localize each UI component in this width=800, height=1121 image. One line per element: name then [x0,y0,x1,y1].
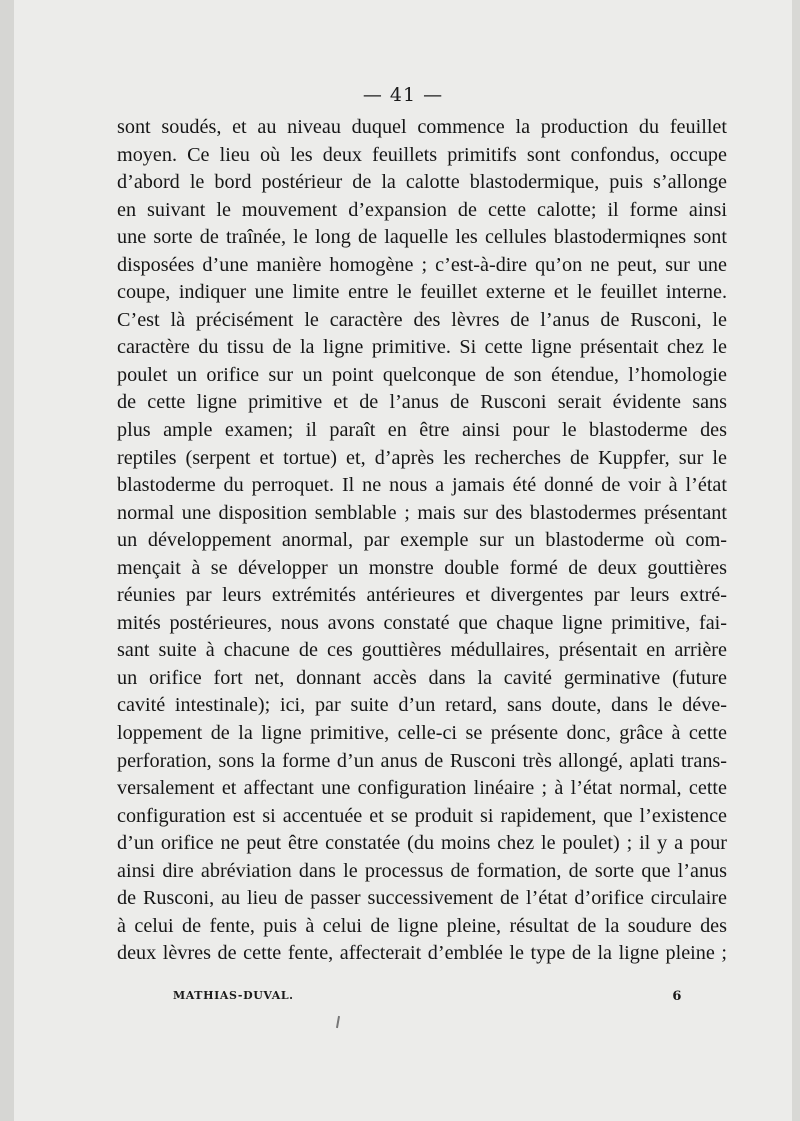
text-line: cavité intestinale); ici, par suite d’un retard, sans doute, dans le déve- [117,694,727,717]
text-line: plus ample examen; il paraît en être ainsi pour le blastoderme des [117,419,727,442]
text-line: C’est là précisément le caractère des lèvres de l’anus de Rusconi, le [117,308,727,331]
scan-border-right [792,0,800,1121]
signature-mark: 6 [672,989,682,1004]
text-line: à celui de fente, puis à celui de ligne pleine, résultat de la soudure des [117,914,727,937]
text-line: perforation, sons la forme d’un anus de Rusconi très allongé, aplati trans- [117,749,727,772]
text-line: d’abord le bord postérieur de la calotte blastodermique, puis s’allonge [117,171,727,194]
text-line: loppement de la ligne primitive, celle-ci se présente donc, grâce à cette [117,722,727,745]
text-line: mités postérieures, nous avons constaté que chaque ligne primitive, fai- [117,611,727,634]
text-line: réunies par leurs extrémités antérieures et divergentes par leurs extré- [117,584,727,607]
text-line: moyen. Ce lieu où les deux feuillets primitifs sont confondus, occupe [117,143,727,166]
footer-author: MATHIAS-DUVAL. [173,989,294,1002]
text-line: disposées d’une manière homogène ; c’est-à-dire qu’on ne peut, sur une [117,253,727,276]
text-line: de cette ligne primitive et de l’anus de Rusconi serait évidente sans [117,391,727,414]
text-line: blastoderme du perroquet. Il ne nous a jamais été donné de voir à l’état [117,474,727,497]
text-line: caractère du tissu de la ligne primitive. Si cette ligne présentait chez le [117,336,727,359]
body-text [117,114,727,968]
scan-speck [336,1016,340,1028]
text-line: poulet un orifice sur un point quelconque de son étendue, l’homologie [117,363,727,386]
text-line: deux lèvres de cette fente, affecterait d’emblée le type de la ligne pleine ; [117,942,727,965]
text-line: d’un orifice ne peut être constatée (du moins chez le poulet) ; il y a pour [117,832,727,855]
text-line: configuration est si accentuée et se produit si rapidement, que l’existence [117,804,727,827]
text-line: sant suite à chacune de ces gouttières médullaires, présentait en arrière [117,639,727,662]
text-line: en suivant le mouvement d’expansion de cette calotte; il forme ainsi [117,198,727,221]
text-line: coupe, indiquer une limite entre le feuillet externe et le feuillet interne. [117,281,727,304]
text-line: ainsi dire abréviation dans le processus de formation, de sorte que l’anus [117,859,727,882]
text-line: un orifice fort net, donnant accès dans la cavité germinative (future [117,666,727,689]
text-line: versalement et affectant une configuration linéaire ; à l’état normal, cette [117,777,727,800]
book-page [14,0,792,1121]
text-line: normal une disposition semblable ; mais sur des blastodermes présentant [117,501,727,524]
text-line: sont soudés, et au niveau duquel commence la production du feuillet [117,116,727,138]
scan-border-left [0,0,14,1121]
page-number: — 41 — [362,84,444,106]
text-line: un développement anormal, par exemple sur un blastoderme où com- [117,529,727,552]
text-line: une sorte de traînée, le long de laquelle les cellules blastodermiqnes sont [117,226,727,249]
text-line: reptiles (serpent et tortue) et, d’après les recherches de Kuppfer, sur le [117,446,727,469]
text-line: de Rusconi, au lieu de passer successivement de l’état d’orifice circulaire [117,887,727,910]
text-line: mençait à se développer un monstre double formé de deux gouttières [117,556,727,579]
